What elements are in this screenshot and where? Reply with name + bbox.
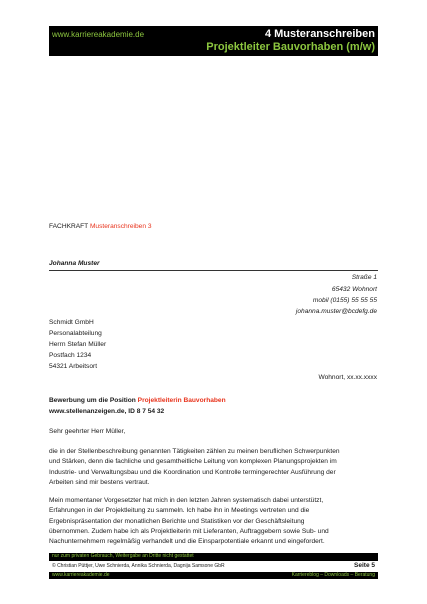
subject-prefix: Bewerbung um die Position bbox=[49, 397, 136, 404]
footer-info bbox=[49, 562, 378, 572]
footer-url[interactable]: www.karriereakademie.de bbox=[52, 572, 110, 578]
sender-street: Straße 1 bbox=[351, 274, 377, 281]
sender-name: Johanna Muster bbox=[49, 260, 100, 267]
paragraph-line: Mein momentaner Vorgesetzter hat mich in den letzten Jahren systematisch dabei unterstützt, bbox=[49, 497, 324, 504]
paragraph-line: Erfahrungen in der Projektleitung zu sammeln. Ich habe ihn in Meetings vertreten und die bbox=[49, 507, 310, 515]
footer-notice-bar bbox=[49, 553, 378, 561]
subject-source: www.stellenanzeigen.de, ID 8 7 54 32 bbox=[49, 408, 165, 415]
recipient-department: Personalabteilung bbox=[49, 330, 102, 337]
header-title: 4 Musteranschreiben bbox=[264, 28, 375, 40]
paragraph-line: Industrie- und Verwaltungsbau und die Koordination und Kontrolle termingerechter Ausführung der bbox=[49, 468, 336, 476]
header-bar bbox=[49, 26, 378, 56]
paragraph-line: und Stärken, denn die fachliche und gesamtheitliche Leitung von komplexen Planungsprojekten im bbox=[49, 458, 337, 466]
subject-line bbox=[49, 396, 226, 406]
subject-position: Projektleiterin Bauvorhaben bbox=[137, 397, 226, 404]
header-url[interactable]: www.karriereakademie.de bbox=[52, 30, 145, 39]
recipient-company: Schmidt GmbH bbox=[49, 319, 94, 326]
recipient-city: 54321 Arbeitsort bbox=[49, 363, 98, 370]
page-number: Seite 5 bbox=[354, 562, 375, 569]
header-subtitle: Projektleiter Bauvorhaben (m/w) bbox=[206, 41, 375, 53]
recipient-person: Herrn Stefan Müller bbox=[49, 341, 107, 348]
sender-rule bbox=[49, 270, 378, 271]
sender-phone: mobil (0155) 55 55 55 bbox=[312, 297, 377, 304]
footer-link-bar bbox=[49, 572, 378, 579]
salutation: Sehr geehrter Herr Müller, bbox=[49, 428, 126, 435]
sender-city: 65432 Wohnort bbox=[331, 286, 377, 293]
paragraph-line: Arbeiten sind mir bestens vertraut. bbox=[49, 478, 150, 486]
paragraph-line: Ergebnispräsentation der monatlichen Berichte und Statistiken vor der Geschäftsleitung bbox=[49, 517, 305, 525]
section-label-accent: Musteranschreiben 3 bbox=[89, 223, 152, 230]
footer-links[interactable]: Karriereblog – Downloads – Beratung bbox=[291, 572, 375, 578]
paragraph-line: Nachunternehmern regelmäßig verhandelt und die Einsparpotentiale erkannt und eingefordert. bbox=[49, 538, 325, 546]
footer-notice: nur zum privaten Gebrauch, Weitergabe an Dritte nicht gestattet bbox=[52, 553, 194, 559]
letter-date: Wohnort, xx.xx.xxxx bbox=[318, 374, 377, 381]
sender-email[interactable]: johanna.muster@bcdefg.de bbox=[295, 308, 377, 315]
paragraph-line: die in der Stellenbeschreibung genannten Tätigkeiten zählen zu meinen beruflichen Schwerpunkten bbox=[49, 448, 340, 455]
paragraph-2 bbox=[49, 496, 378, 547]
recipient-pobox: Postfach 1234 bbox=[49, 352, 92, 359]
section-label-prefix: FACHKRAFT bbox=[49, 223, 89, 230]
paragraph-line: übernommen. Zudem habe ich als Projektleiterin mit Lieferanten, Auftraggebern sowie Sub- und bbox=[49, 527, 329, 535]
paragraph-1 bbox=[49, 447, 378, 488]
footer-copyright: © Christian Püttjer, Uwe Schnierda, Annika Schnierda, Dagnija Samsone GbR bbox=[52, 563, 225, 569]
section-label bbox=[49, 222, 152, 232]
